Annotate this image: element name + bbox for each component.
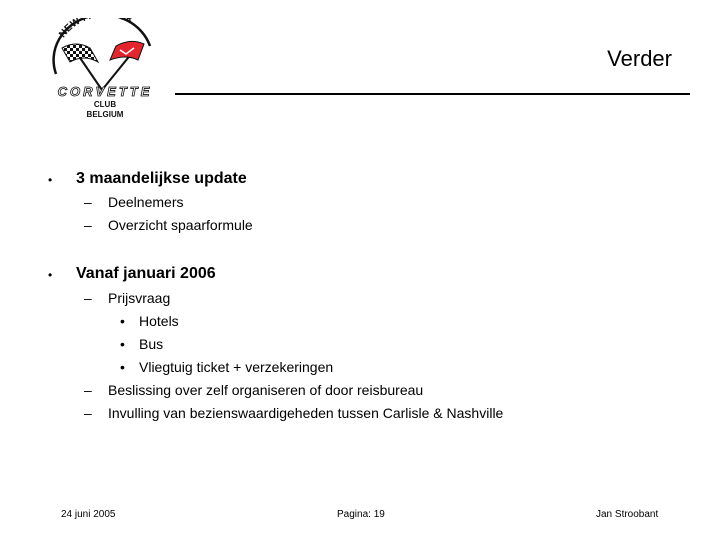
dash: – [84, 405, 92, 421]
list-item: Beslissing over zelf organiseren of door reisbureau [108, 382, 424, 398]
footer-page-number: Pagina: 19 [337, 509, 385, 520]
club-logo [40, 18, 170, 122]
sub-list-item: Hotels [139, 313, 179, 329]
logo-country: BELGIUM [86, 110, 124, 119]
dash: – [84, 217, 92, 233]
sub-list-item: Vliegtuig ticket + verzekeringen [139, 359, 334, 375]
bullet: • [48, 173, 53, 187]
red-flag [110, 41, 144, 60]
dash: – [84, 382, 92, 398]
list-item: Prijsvraag [108, 290, 171, 306]
list-item: Invulling van bezienswaardigeheden tussen Carlisle & Nashville [108, 405, 504, 421]
bullet: • [48, 268, 53, 282]
slide-title: Verder [607, 46, 672, 71]
section-heading: 3 maandelijkse update [76, 170, 247, 187]
footer-date: 24 juni 2005 [61, 509, 116, 520]
logo-top-text: NEW P K [57, 18, 136, 40]
sub-bullet: • [120, 336, 125, 352]
footer-author: Jan Stroobant [596, 509, 659, 520]
dash: – [84, 194, 92, 210]
sub-bullet: • [120, 313, 125, 329]
section-heading: Vanaf januari 2006 [76, 265, 216, 282]
list-item: Deelnemers [108, 194, 184, 210]
list-item: Overzicht spaarformule [108, 217, 253, 233]
dash: – [84, 290, 92, 306]
logo-club: CLUB [93, 100, 117, 109]
title-divider [175, 93, 690, 95]
sub-list-item: Bus [139, 336, 164, 352]
logo-brand: CORVETTE [57, 84, 153, 99]
sub-bullet: • [120, 359, 125, 375]
